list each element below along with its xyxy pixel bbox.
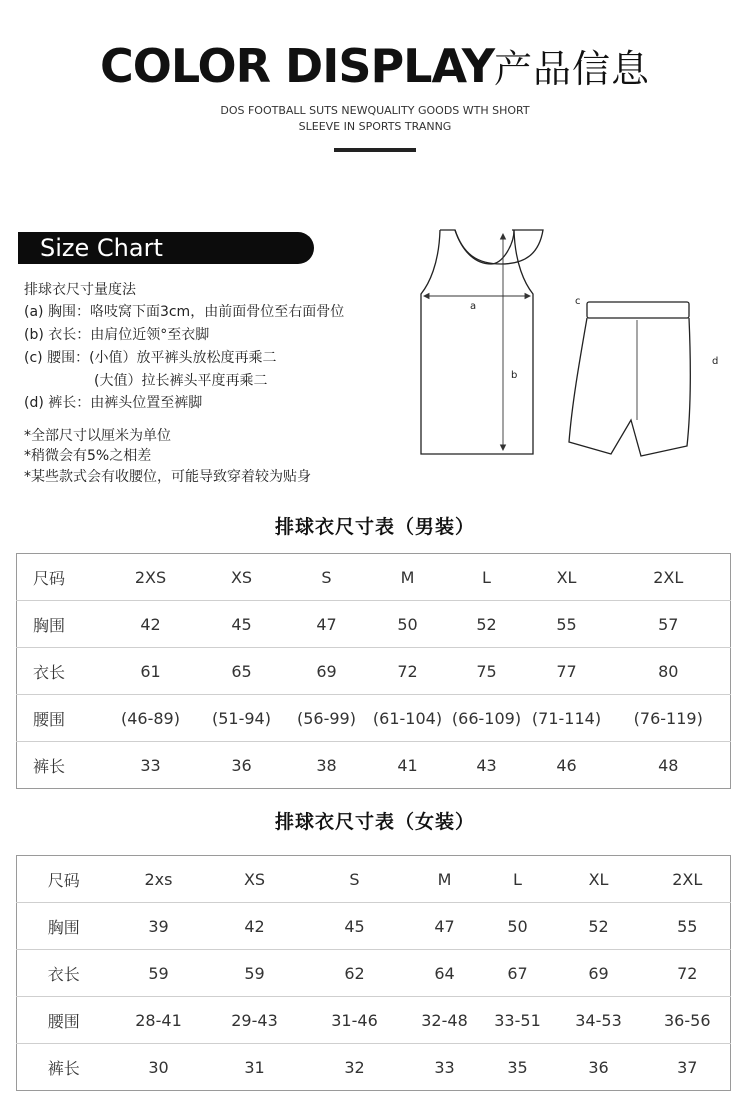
women-cell: 31-46 [303,997,407,1044]
men-size-table [16,553,731,789]
women-cell: 42 [207,903,303,950]
men-cell: (46-89) [103,695,199,742]
women-row [17,903,731,950]
women-cell: 36 [553,1044,645,1091]
women-header-row [17,856,731,903]
note-tolerance: *稍微会有5%之相差 [24,448,152,464]
women-cell: 55 [645,903,731,950]
women-size-header: 2xs [111,856,207,903]
women-cell: 52 [553,903,645,950]
women-size-table [16,855,731,1091]
men-size-header: 2XS [103,554,199,601]
men-size-header: M [369,554,447,601]
men-cell: 50 [369,601,447,648]
men-cell: 80 [607,648,731,695]
note-unit: *全部尺寸以厘米为单位 [24,428,171,444]
note-fit: *某些款式会有收腰位，可能导致穿着较为贴身 [24,469,311,485]
women-cell: 34-53 [553,997,645,1044]
women-cell: 33-51 [483,997,553,1044]
jersey-outline-icon [421,230,543,454]
women-cell: 62 [303,950,407,997]
label-d: d [712,356,719,367]
women-cell: 32 [303,1044,407,1091]
size-chart-heading: Size Chart [40,234,163,262]
men-row [17,601,731,648]
men-cell: 48 [607,742,731,789]
method-title: 排球衣尺寸量度法 [24,282,136,298]
women-cell: 33 [407,1044,483,1091]
women-row [17,997,731,1044]
men-cell: 65 [199,648,285,695]
women-size-header: M [407,856,483,903]
measure-lines [424,234,530,450]
title-english: COLOR DISPLAY [99,39,495,93]
men-cell: (51-94) [199,695,285,742]
women-cell: 47 [407,903,483,950]
men-cell: 47 [285,601,369,648]
women-size-header: XS [207,856,303,903]
men-size-header: 2XL [607,554,731,601]
label-c: c [575,296,581,307]
men-cell: (66-109) [447,695,527,742]
men-cell: 61 [103,648,199,695]
subtitle-line-1: DOS FOOTBALL SUTS NEWQUALITY GOODS WTH SHORT [220,104,530,117]
women-cell: 72 [645,950,731,997]
women-row-label: 裤长 [17,1044,111,1091]
men-cell: 38 [285,742,369,789]
men-row [17,695,731,742]
men-size-header: XS [199,554,285,601]
men-size-header: L [447,554,527,601]
men-cell: 41 [369,742,447,789]
women-size-header: 2XL [645,856,731,903]
method-line-d: (d) 裤长：由裤头位置至裤脚 [24,395,203,411]
women-cell: 59 [207,950,303,997]
women-size-header: L [483,856,553,903]
method-line-b: (b) 衣长：由肩位近领°至衣脚 [24,327,210,343]
women-cell: 30 [111,1044,207,1091]
page-title [0,38,750,93]
men-row-label: 裤长 [17,742,103,789]
women-cell: 50 [483,903,553,950]
shorts-outline-icon [569,302,690,456]
women-row-label: 胸围 [17,903,111,950]
method-line-a: (a) 胸围：咯吱窝下面3cm，由前面骨位至右面骨位 [24,304,345,320]
men-row-label: 腰围 [17,695,103,742]
men-cell: 69 [285,648,369,695]
men-cell: (56-99) [285,695,369,742]
garment-diagram [415,224,750,464]
subtitle-line-2: SLEEVE IN SPORTS TRANNG [298,120,452,133]
women-cell: 64 [407,950,483,997]
men-cell: 55 [527,601,607,648]
label-a: a [470,301,477,312]
men-row-label: 胸围 [17,601,103,648]
men-cell: 45 [199,601,285,648]
men-cell: 36 [199,742,285,789]
men-cell: 75 [447,648,527,695]
women-row-label: 腰围 [17,997,111,1044]
title-underline [334,148,416,152]
men-row [17,648,731,695]
women-cell: 35 [483,1044,553,1091]
women-row-label: 衣长 [17,950,111,997]
men-cell: 57 [607,601,731,648]
women-cell: 31 [207,1044,303,1091]
men-cell: 33 [103,742,199,789]
women-cell: 69 [553,950,645,997]
women-table-title: 排球衣尺寸表（女装） [274,811,475,833]
women-cell: 39 [111,903,207,950]
men-cell: 46 [527,742,607,789]
men-row [17,742,731,789]
method-line-c: (c) 腰围：(小值）放平裤头放松度再乘二 [24,350,277,366]
women-row [17,1044,731,1091]
label-b: b [511,370,518,381]
men-cell: (71-114) [527,695,607,742]
men-row-label: 尺码 [17,554,103,601]
men-size-header: S [285,554,369,601]
women-cell: 32-48 [407,997,483,1044]
women-row-label: 尺码 [17,856,111,903]
women-cell: 37 [645,1044,731,1091]
women-cell: 67 [483,950,553,997]
men-cell: 72 [369,648,447,695]
men-header-row [17,554,731,601]
women-size-header: XL [553,856,645,903]
women-cell: 45 [303,903,407,950]
men-cell: 43 [447,742,527,789]
men-cell: 52 [447,601,527,648]
method-line-c2: (大值）拉长裤头平度再乘二 [94,373,268,389]
women-cell: 59 [111,950,207,997]
title-chinese: 产品信息 [494,47,651,91]
women-size-header: S [303,856,407,903]
men-size-header: XL [527,554,607,601]
women-cell: 36-56 [645,997,731,1044]
men-cell: (61-104) [369,695,447,742]
men-table-title: 排球衣尺寸表（男装） [274,516,475,538]
men-cell: 77 [527,648,607,695]
men-cell: (76-119) [607,695,731,742]
men-row-label: 衣长 [17,648,103,695]
men-cell: 42 [103,601,199,648]
women-row [17,950,731,997]
women-cell: 29-43 [207,997,303,1044]
women-cell: 28-41 [111,997,207,1044]
